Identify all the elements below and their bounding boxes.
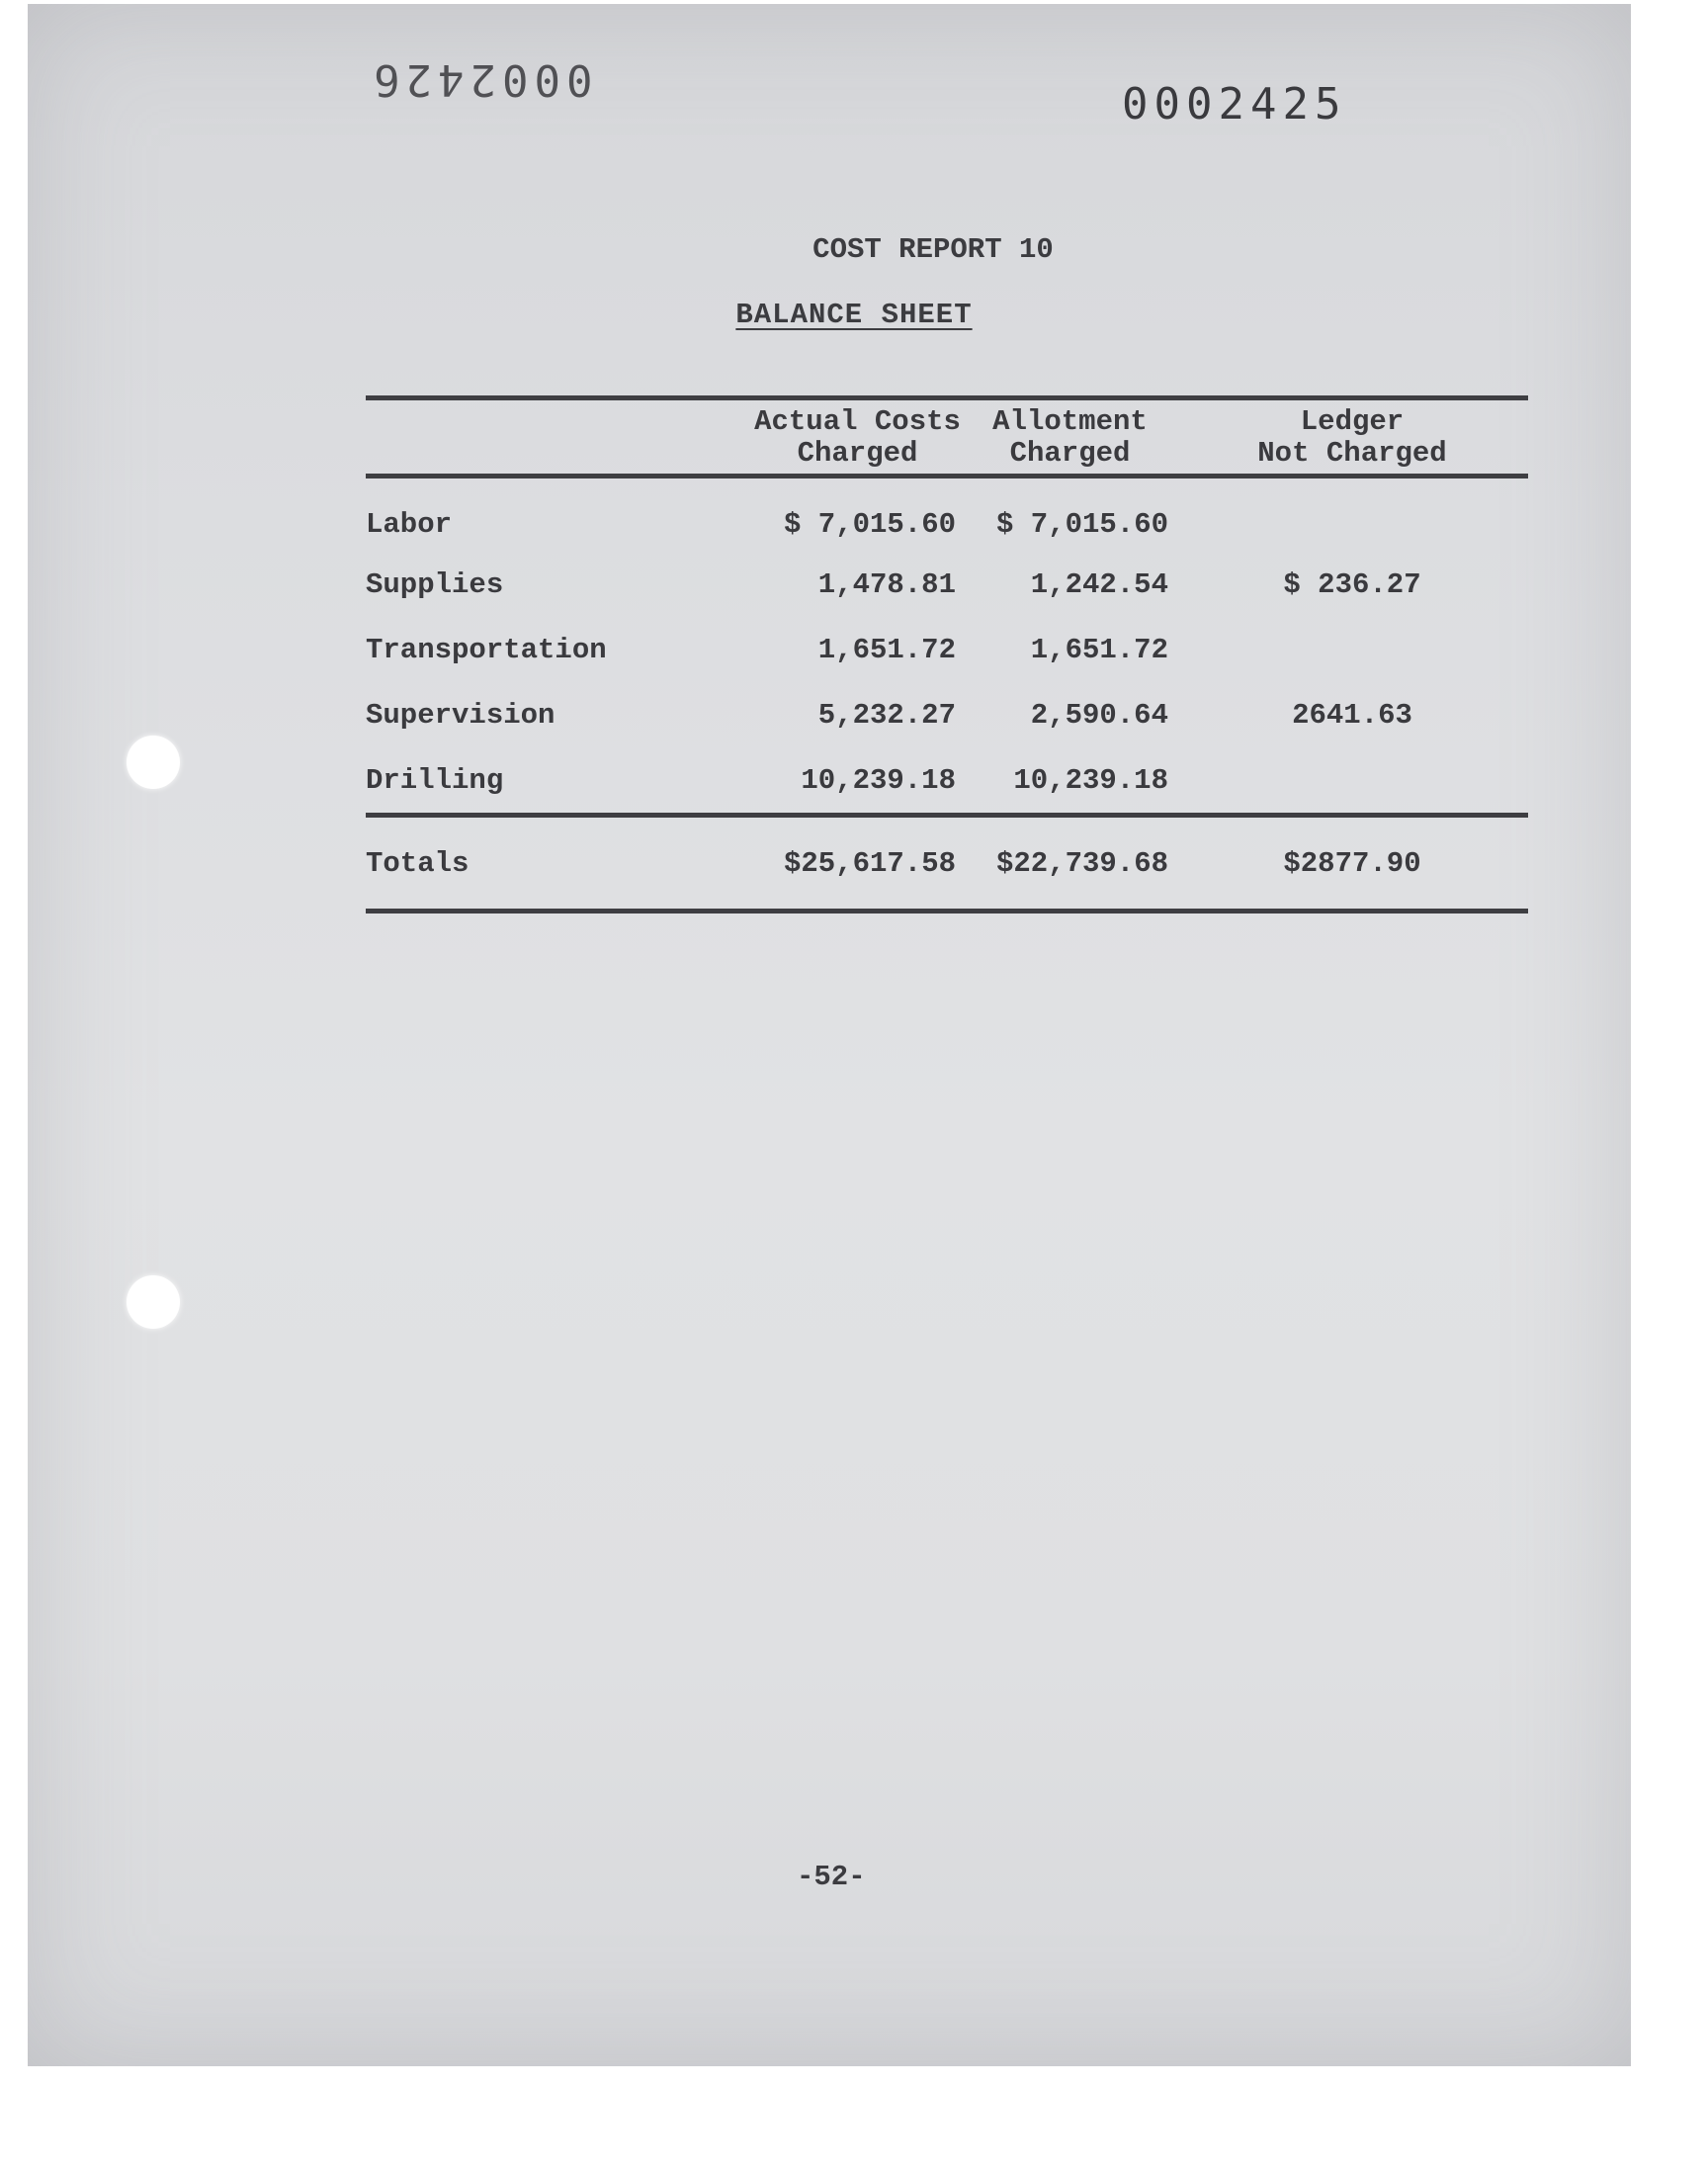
header-line: Not Charged <box>1257 437 1447 470</box>
table-row <box>366 682 1528 747</box>
actual-cost-cell: 1,651.72 <box>817 633 956 666</box>
report-title: COST REPORT 10 <box>812 233 1054 266</box>
sheet-subtitle: BALANCE SHEET <box>735 299 973 331</box>
ledger-cell <box>1176 477 1528 553</box>
ledger-cell: 2641.63 <box>1292 698 1412 732</box>
header-allotment <box>964 398 1176 477</box>
totals-label: Totals <box>366 816 751 912</box>
ledger-cell: $ 236.27 <box>1283 567 1421 601</box>
total-ledger-cell: $2877.90 <box>1176 816 1528 912</box>
row-label: Supervision <box>366 698 555 732</box>
allotment-cell: 10,239.18 <box>1013 763 1168 797</box>
punch-hole <box>127 1275 180 1329</box>
actual-cost-cell: 1,478.81 <box>817 567 956 601</box>
header-blank <box>366 398 751 477</box>
table-row <box>366 617 1528 682</box>
total-allotment-cell: $22,739.68 <box>964 816 1176 912</box>
actual-cost-cell: 5,232.27 <box>817 698 956 732</box>
header-ledger <box>1176 398 1528 477</box>
allotment-cell: $ 7,015.60 <box>995 507 1168 541</box>
table-row <box>366 747 1528 816</box>
header-line: Charged <box>797 437 918 470</box>
row-label: Labor <box>366 507 453 541</box>
mirrored-page-stamp: 0002426 <box>368 54 593 105</box>
actual-cost-cell: $ 7,015.60 <box>783 507 956 541</box>
totals-row <box>366 816 1528 912</box>
header-actual-costs <box>751 398 964 477</box>
allotment-cell: 2,590.64 <box>1030 698 1168 732</box>
row-label: Drilling <box>366 763 504 797</box>
table-row <box>366 477 1528 553</box>
total-actual-cell: $25,617.58 <box>751 816 964 912</box>
header-line: Allotment <box>992 405 1148 438</box>
punch-hole <box>127 736 180 789</box>
allotment-cell: 1,242.54 <box>1030 567 1168 601</box>
table-row <box>366 552 1528 617</box>
header-line: Charged <box>1009 437 1131 470</box>
table-header-row <box>366 398 1528 477</box>
page-stamp: 0002425 <box>1122 79 1347 130</box>
header-line: Actual Costs <box>754 405 961 438</box>
balance-sheet-table <box>366 395 1528 914</box>
row-label: Transportation <box>366 633 607 666</box>
page-number: -52- <box>797 1861 866 1893</box>
row-label: Supplies <box>366 567 504 601</box>
ledger-cell <box>1176 617 1528 682</box>
ledger-cell <box>1176 747 1528 816</box>
actual-cost-cell: 10,239.18 <box>801 763 956 797</box>
header-line: Ledger <box>1300 405 1405 438</box>
allotment-cell: 1,651.72 <box>1030 633 1168 666</box>
